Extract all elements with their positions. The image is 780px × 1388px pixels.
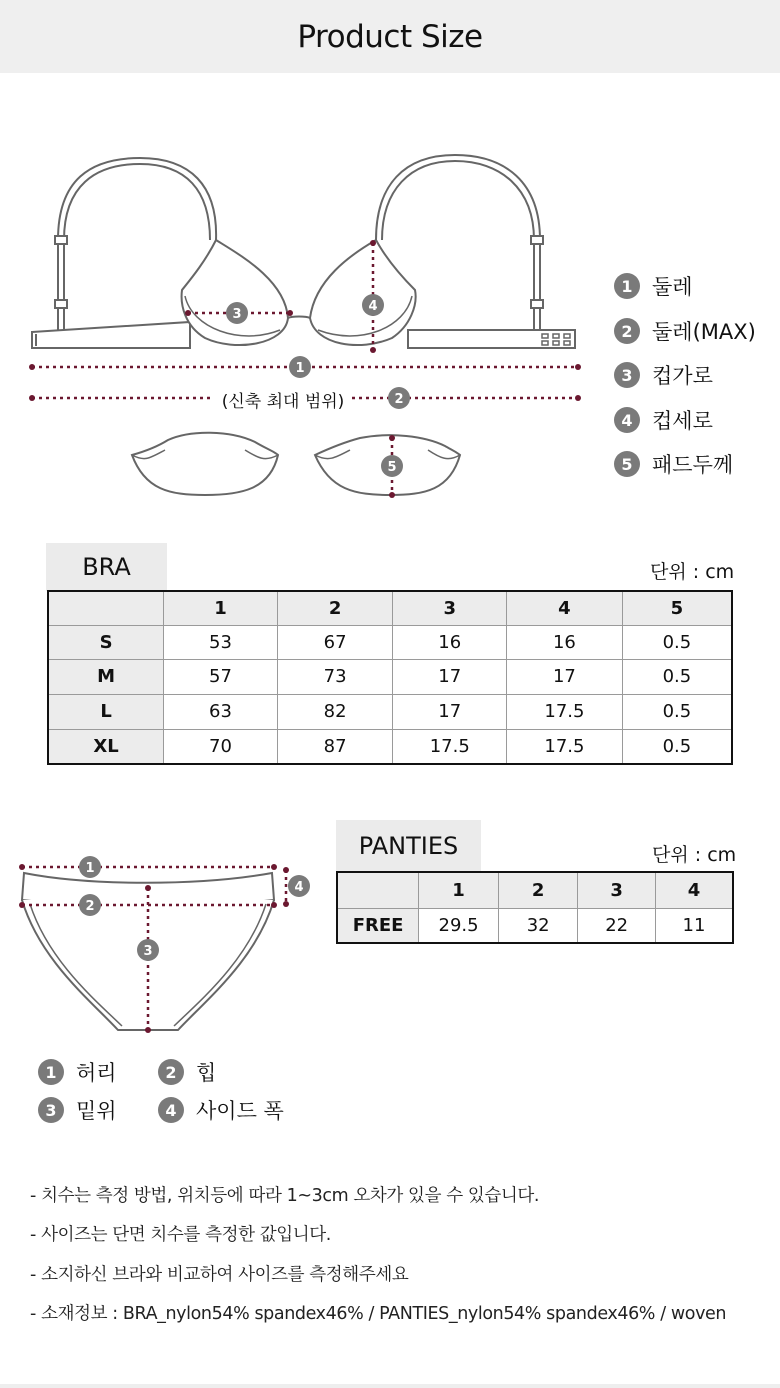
table-cell: 17.5 xyxy=(393,729,507,764)
note-line: - 치수는 측정 방법, 위치등에 따라 1~3cm 오차가 있을 수 있습니다. xyxy=(30,1186,540,1206)
table-header-cell: 4 xyxy=(507,591,623,625)
bra-diagram xyxy=(0,0,780,520)
table-cell: 70 xyxy=(164,729,278,764)
panties-legend-item xyxy=(158,1059,216,1085)
svg-text:1: 1 xyxy=(85,861,95,876)
table-cell: 16 xyxy=(393,625,507,659)
footer-divider xyxy=(0,1384,780,1388)
table-header-cell: 1 xyxy=(164,591,278,625)
legend-label: 밑위 xyxy=(76,1099,117,1123)
svg-text:3: 3 xyxy=(143,944,153,959)
table-cell: 17 xyxy=(507,659,623,694)
table-header-cell: 2 xyxy=(498,872,578,908)
legend-label: 사이드 폭 xyxy=(196,1099,284,1123)
table-cell: 0.5 xyxy=(622,625,732,659)
legend-number-badge: 1 xyxy=(38,1059,64,1085)
legend-number-badge: 4 xyxy=(614,407,640,433)
table-header-cell: 4 xyxy=(655,872,733,908)
bra-unit-label: 단위 : cm xyxy=(650,561,735,583)
panties-unit-label: 단위 : cm xyxy=(652,844,737,866)
table-row xyxy=(48,729,732,764)
size-label-cell: S xyxy=(48,625,164,659)
table-row xyxy=(48,659,732,694)
page-title: Product Size xyxy=(297,18,483,55)
note-line: - 사이즈는 단면 치수를 측정한 값입니다. xyxy=(30,1225,331,1246)
svg-text:4: 4 xyxy=(368,299,378,314)
svg-text:2: 2 xyxy=(394,392,404,407)
table-row xyxy=(337,908,733,943)
table-cell: 0.5 xyxy=(622,659,732,694)
table-cell: 17 xyxy=(393,694,507,729)
bra-right-strap xyxy=(376,155,540,240)
table-cell: 0.5 xyxy=(622,729,732,764)
table-header-cell: 5 xyxy=(622,591,732,625)
legend-label: 허리 xyxy=(76,1061,117,1085)
legend-number-badge: 2 xyxy=(158,1059,184,1085)
table-cell: 57 xyxy=(164,659,278,694)
table-row xyxy=(48,694,732,729)
legend-label: 둘레(MAX) xyxy=(652,320,756,344)
size-notes xyxy=(30,1182,726,1339)
size-label-cell: M xyxy=(48,659,164,694)
legend-number-badge: 3 xyxy=(614,362,640,388)
legend-label: 컵세로 xyxy=(652,409,713,433)
legend-label: 패드두께 xyxy=(652,453,734,477)
bra-legend-item xyxy=(614,407,713,433)
panties-tab: PANTIES xyxy=(336,820,481,871)
table-cell: 16 xyxy=(507,625,623,659)
table-cell: 17.5 xyxy=(507,729,623,764)
bra-tab: BRA xyxy=(46,543,167,591)
table-cell: 17 xyxy=(393,659,507,694)
table-cell: 63 xyxy=(164,694,278,729)
size-label-cell: L xyxy=(48,694,164,729)
bra-size-table xyxy=(47,590,733,765)
left-pad xyxy=(132,433,278,495)
table-header-row xyxy=(337,872,733,908)
table-cell: 82 xyxy=(277,694,393,729)
table-header-cell: 3 xyxy=(578,872,656,908)
bra-legend-item xyxy=(614,362,713,388)
panties-legend-item xyxy=(158,1097,284,1123)
svg-text:2: 2 xyxy=(85,899,95,914)
legend-label: 힙 xyxy=(196,1061,217,1085)
bra-left-strap xyxy=(58,158,216,240)
legend-label: 컵가로 xyxy=(652,364,713,388)
note-line: - 소지하신 브라와 비교하여 사이즈를 측정해주세요 xyxy=(30,1264,409,1285)
table-cell: 87 xyxy=(277,729,393,764)
size-label-cell: FREE xyxy=(337,908,419,943)
stretch-note: (신축 최대 범위) xyxy=(216,387,350,412)
table-header-cell xyxy=(48,591,164,625)
table-cell: 73 xyxy=(277,659,393,694)
panties-legend-item xyxy=(38,1059,117,1085)
bra-legend-item xyxy=(614,451,733,477)
svg-text:1: 1 xyxy=(295,361,305,376)
legend-number-badge: 2 xyxy=(614,318,640,344)
table-cell: 11 xyxy=(655,908,733,943)
legend-number-badge: 1 xyxy=(614,273,640,299)
legend-number-badge: 4 xyxy=(158,1097,184,1123)
bra-right-cup xyxy=(310,240,416,345)
bra-left-cup xyxy=(182,240,288,345)
svg-text:5: 5 xyxy=(387,460,397,475)
legend-number-badge: 3 xyxy=(38,1097,64,1123)
table-header-cell xyxy=(337,872,419,908)
legend-label: 둘레 xyxy=(652,275,693,299)
panties-legend-item xyxy=(38,1097,117,1123)
table-row xyxy=(48,625,732,659)
svg-text:3: 3 xyxy=(232,307,242,322)
table-cell: 17.5 xyxy=(507,694,623,729)
table-header-cell: 2 xyxy=(277,591,393,625)
table-cell: 0.5 xyxy=(622,694,732,729)
table-cell: 29.5 xyxy=(419,908,499,943)
panties-size-table xyxy=(336,871,734,944)
table-cell: 32 xyxy=(498,908,578,943)
table-header-row xyxy=(48,591,732,625)
table-cell: 67 xyxy=(277,625,393,659)
panties-diagram xyxy=(0,840,330,1040)
table-cell: 53 xyxy=(164,625,278,659)
bra-legend-item xyxy=(614,273,693,299)
note-line: - 소재정보 : BRA_nylon54% spandex46% / PANTIES_nylon54% spandex46% / woven xyxy=(30,1303,727,1324)
table-cell: 22 xyxy=(578,908,656,943)
bra-legend-item xyxy=(614,318,756,344)
svg-text:4: 4 xyxy=(294,880,304,895)
legend-number-badge: 5 xyxy=(614,451,640,477)
table-header-cell: 3 xyxy=(393,591,507,625)
table-header-cell: 1 xyxy=(419,872,499,908)
size-label-cell: XL xyxy=(48,729,164,764)
